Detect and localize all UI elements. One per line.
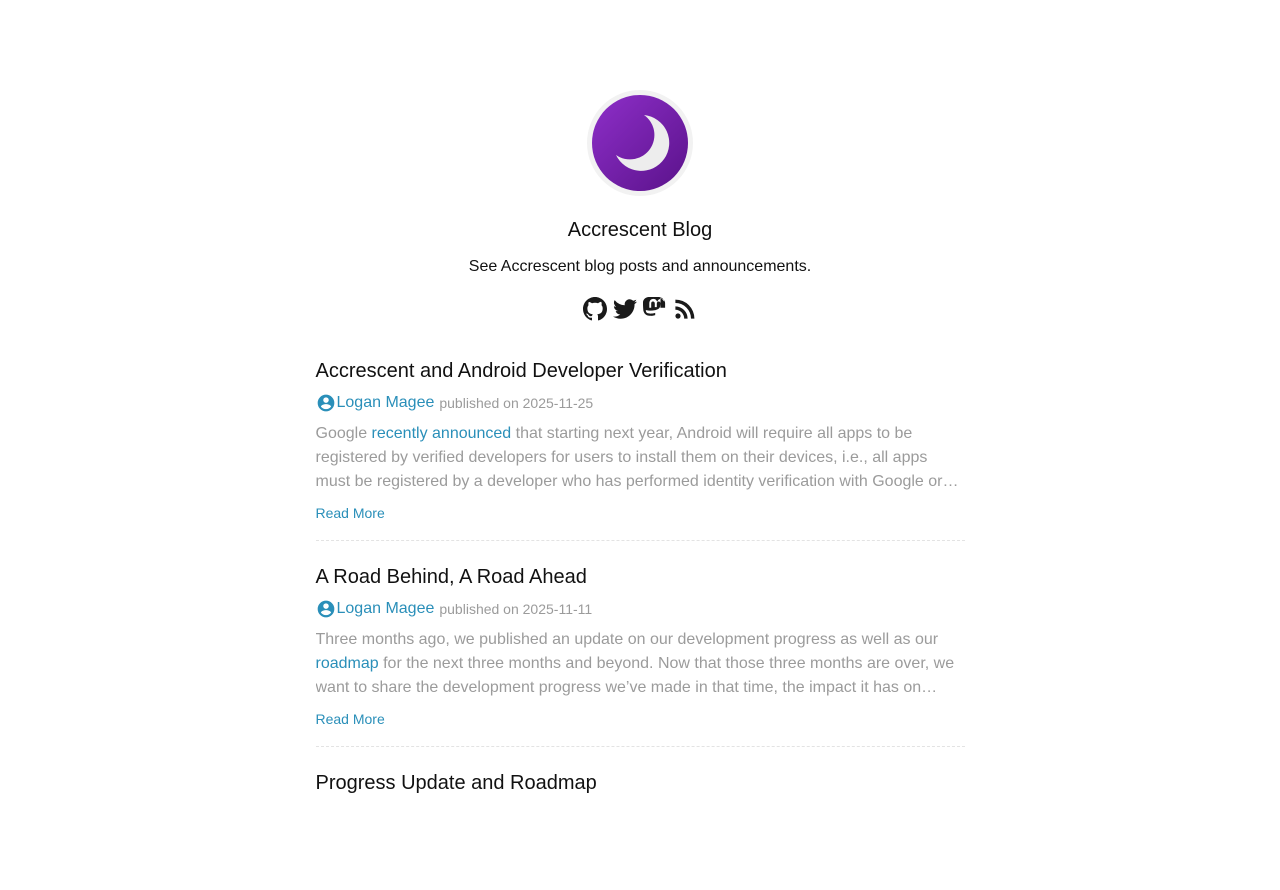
post-title[interactable]: Progress Update and Roadmap — [315, 772, 597, 794]
post-item — [316, 564, 965, 747]
post-excerpt — [316, 422, 965, 494]
moon-logo-icon — [592, 95, 688, 191]
mastodon-icon — [643, 297, 667, 321]
account-circle-icon — [316, 599, 336, 619]
excerpt-text: that starting next year, Android will require all apps to be registered by verified developers for users to install them on their devices, i.e., all apps must be registered by a developer who has performed identity verification with Google or… — [315, 425, 959, 490]
github-icon — [583, 297, 607, 321]
excerpt-link[interactable]: roadmap — [315, 655, 379, 672]
mastodon-link[interactable] — [643, 297, 667, 321]
post-title[interactable]: A Road Behind, A Road Ahead — [315, 566, 587, 588]
rss-icon — [673, 297, 697, 321]
account-circle-icon — [316, 393, 336, 413]
post-item — [316, 770, 965, 813]
read-more-link[interactable]: Read More — [315, 505, 385, 521]
read-more-link[interactable]: Read More — [315, 711, 385, 727]
post-meta — [316, 392, 965, 414]
site-header — [0, 90, 1280, 322]
twitter-icon — [613, 297, 637, 321]
excerpt-text: Three months ago, we published an update on our development progress as well as our — [315, 631, 939, 648]
excerpt-link[interactable]: recently announced — [371, 425, 512, 442]
author-link[interactable]: Logan Magee — [336, 394, 435, 411]
published-date: published on 2025-11-25 — [439, 395, 594, 411]
excerpt-text: Google — [315, 425, 372, 442]
rss-link[interactable] — [673, 297, 697, 321]
post-list — [316, 358, 965, 813]
site-logo[interactable] — [587, 90, 693, 196]
github-link[interactable] — [583, 297, 607, 321]
excerpt-text: for the next three months and beyond. Now that those three months are over, we want to share the development progress we’ve made in that time, the impact it has on… — [315, 655, 955, 696]
post-excerpt — [316, 628, 965, 700]
social-links — [0, 296, 1280, 322]
published-date: published on 2025-11-11 — [439, 601, 593, 617]
post-item — [316, 358, 965, 541]
twitter-link[interactable] — [613, 297, 637, 321]
author-link[interactable]: Logan Magee — [336, 600, 435, 617]
post-title[interactable]: Accrescent and Android Developer Verification — [315, 360, 727, 382]
site-description: See Accrescent blog posts and announcements. — [468, 258, 812, 275]
site-title: Accrescent Blog — [567, 219, 713, 241]
post-meta — [316, 598, 965, 620]
